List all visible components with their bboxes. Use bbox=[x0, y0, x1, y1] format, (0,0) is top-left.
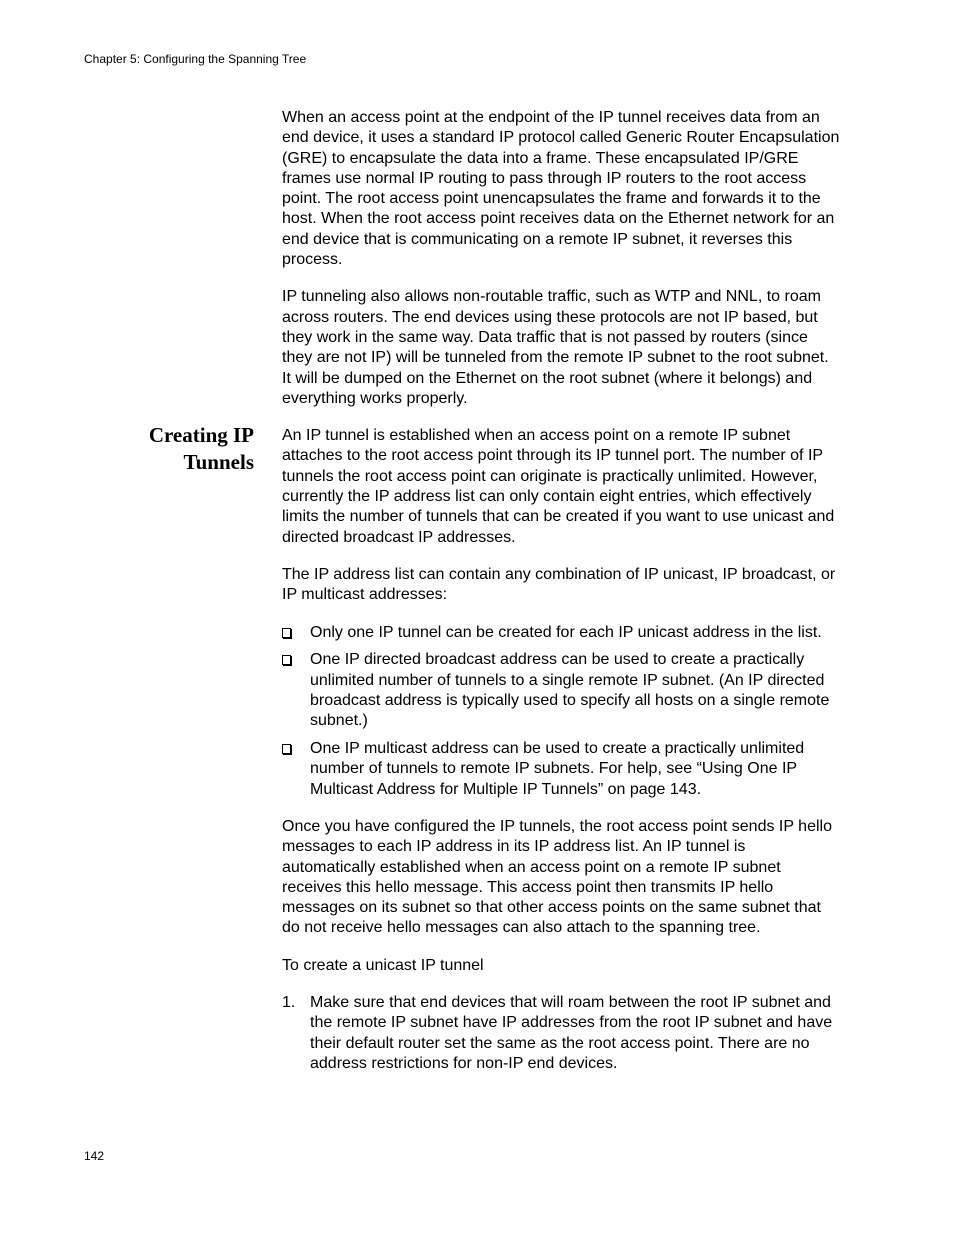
list-item bbox=[282, 650, 842, 731]
checkbox-bullet-icon bbox=[282, 655, 291, 665]
bullet-text: Only one IP tunnel can be created for each IP unicast address in the list. bbox=[310, 623, 822, 641]
body-column bbox=[148, 108, 842, 1074]
section-heading bbox=[74, 422, 254, 476]
section-creating-ip-tunnels bbox=[148, 423, 842, 1074]
list-item bbox=[282, 623, 842, 643]
checkbox-bullet-icon bbox=[282, 744, 291, 754]
section-heading-line-2: Tunnels bbox=[183, 450, 254, 475]
intro-paragraph-2: IP tunneling also allows non-routable traffic, such as WTP and NNL, to roam across routers. The end devices using these protocols are not IP based, but they work in the same way. Data traffic that is not passed by routers (since they are not IP) will be tunneled from the remote IP subnet to the root subnet. It will be dumped on the Ethernet on the root subnet (where it belongs) and everything works properly. bbox=[282, 288, 829, 407]
running-header: Chapter 5: Configuring the Spanning Tree bbox=[84, 52, 307, 66]
step-number: 1. bbox=[282, 993, 296, 1011]
bullet-list bbox=[282, 623, 842, 800]
bullet-text: One IP directed broadcast address can be used to create a practically unlimited number of tunnels to a single remote IP subnet. (An IP directed broadcast address is typically used to specify all hosts on a single remote subnet.) bbox=[310, 651, 830, 730]
step-item bbox=[282, 993, 842, 1074]
checkbox-bullet-icon bbox=[282, 628, 291, 638]
step-list bbox=[282, 993, 842, 1074]
bullet-text: One IP multicast address can be used to create a practically unlimited number of tunnels to remote IP subnets. For help, see “Using One IP Multicast Address for Multiple IP Tunnels” on page 143. bbox=[310, 740, 805, 798]
section-heading-line-1: Creating IP bbox=[148, 423, 254, 448]
section-paragraph-2: The IP address list can contain any combination of IP unicast, IP broadcast, or IP multicast addresses: bbox=[282, 565, 836, 604]
list-item bbox=[282, 739, 842, 800]
step-text: Make sure that end devices that will roam between the root IP subnet and the remote IP subnet have IP addresses from the root IP subnet and have their default router set the same as the root access point. There are no address restrictions for non-IP end devices. bbox=[310, 993, 833, 1072]
intro-paragraph-1: When an access point at the endpoint of the IP tunnel receives data from an end device, it uses a standard IP protocol called Generic Router Encapsulation (GRE) to encapsulate the data into a frame. These encapsulated IP/GRE frames use normal IP routing to pass through IP routers to the root access point. The root access point unencapsulates the frame and forwards it to the host. When the root access point receives data on the Ethernet network for an end device that is communicating on a remote IP subnet, it reverses this process. bbox=[282, 109, 840, 269]
section-paragraph-3: Once you have configured the IP tunnels, the root access point sends IP hello messages to each IP address in its IP address list. An IP tunnel is automatically established when an access point on a remote IP subnet receives this hello message. This access point then transmits IP hello messages on its subnet so that other access points on the same subnet that do not receive hello messages can also attach to the spanning tree. bbox=[282, 817, 832, 937]
procedure-title: To create a unicast IP tunnel bbox=[282, 956, 484, 974]
page-number: 142 bbox=[84, 1149, 105, 1163]
section-paragraph-1: An IP tunnel is established when an access point on a remote IP subnet attaches to the root access point through its IP tunnel port. The number of IP tunnels the root access point can originate is practically unlimited. However, currently the IP address list can only contain eight entries, which effectively limits the number of tunnels that can be created if you want to use unicast and directed broadcast IP addresses. bbox=[282, 427, 835, 546]
